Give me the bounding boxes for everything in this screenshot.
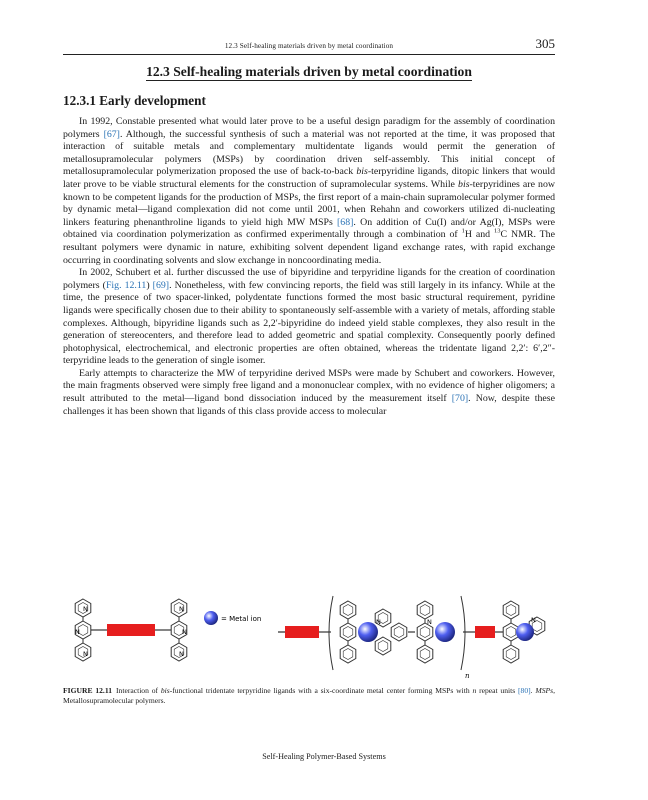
spacer-block	[107, 624, 155, 636]
citation-link[interactable]: [70]	[451, 393, 469, 405]
figure-label: FIGURE 12.11	[63, 686, 113, 695]
citation-link[interactable]: [69]	[152, 279, 170, 291]
italic-text: bis	[160, 686, 170, 695]
superscript: 13	[494, 228, 501, 236]
text-run: )	[146, 279, 153, 291]
nitrogen-label: N	[83, 605, 88, 613]
metal-ion-legend-icon	[204, 611, 218, 625]
text-run: H and	[464, 229, 495, 241]
nitrogen-label: N	[182, 628, 187, 636]
section-title	[63, 64, 555, 80]
text-run: In 2002, Schubert et al. further discussed the use of bipyridine and terpyridine ligands for the creation of coordination polymers (	[63, 267, 555, 291]
text-run: In 1992, Constable presented what would later prove to be a useful design paradigm for the assembly of coordination polymers	[63, 116, 555, 140]
metal-complex-3	[503, 601, 545, 663]
citation-link[interactable]: [80]	[518, 686, 531, 695]
body-text	[63, 116, 555, 418]
running-header	[63, 36, 555, 55]
paragraph-3	[63, 368, 555, 418]
figure-caption	[63, 686, 555, 707]
page-footer: Self-Healing Polymer-Based Systems	[262, 752, 386, 761]
italic-text: bis	[458, 178, 470, 190]
citation-link[interactable]: [67]	[103, 128, 120, 140]
nitrogen-label: N	[531, 616, 536, 624]
figure-link[interactable]: Fig. 12.11	[105, 279, 147, 291]
nitrogen-label: N	[179, 605, 184, 613]
text-run: . On addition of Cu(I) and/or Ag(I), MSPs were obtained via coordination polymerization as confirmed experimentally through a combination of	[63, 216, 556, 241]
terpyridine-ligand-right	[171, 599, 187, 661]
terpyridine-polymer-diagram	[63, 588, 555, 684]
metal-ion	[358, 622, 378, 642]
page-number: 305	[535, 36, 555, 51]
figure-12-11	[63, 588, 555, 684]
italic-text: bis	[356, 166, 368, 178]
terpyridine-ligand-left	[75, 599, 91, 661]
citation-link[interactable]: [68]	[337, 216, 354, 228]
repeat-bracket-right	[461, 596, 465, 670]
section-title-text: 12.3 Self-healing materials driven by metal coordination	[146, 64, 472, 79]
nitrogen-label: N	[427, 618, 432, 626]
nitrogen-label: N	[179, 650, 184, 658]
running-title: 12.3 Self-healing materials driven by metal coordination	[224, 42, 394, 50]
spacer-block	[285, 626, 319, 638]
repeat-bracket-left	[329, 596, 333, 670]
nitrogen-label: N	[376, 618, 381, 626]
text-run: . Nonetheless, with few convincing reports, the field was still largely in its infancy. While at the time, the presence of two spacer-linked, polydentate functions formed the most basic structural requirement, pyridine ligands were specifically chosen due to their ability to spontaneously self-assemble with a variety of metals, affording stable complexes. Although, bipyridine ligands such as 2,2′-bipyridine do indeed yield stable complexes, they also result in the generation of stereocenters, and therefore lead to added geometric and spatial complexity. Consequently poorly defined photophysical, electrochemical, and electronic properties are often obtained, whereas the tridentate ligand 2,2′: 6′,2″-terpyridine leads to the generation of single isomer.	[63, 279, 555, 367]
metal-ion-legend-label: = Metal ion	[221, 615, 262, 623]
text-run: -terpyridines are now known to be competent ligands for the production of MSPs, the first report of a main-chain supramolecular polymer formed by dynamic metal—ligand complexation did not come until 2001, when Rehahn and coworkers utilized di-nucleating linkers featuring phenanthroline ligands to yield high MW MSPs	[63, 178, 555, 228]
paragraph-1	[63, 116, 555, 267]
text-run: . Now, despite these challenges it has been shown that ligands of this class provide access to molecular	[63, 393, 555, 417]
italic-text: n	[472, 686, 477, 695]
text-run: -terpyridine ligands, ditopic linkers that would later prove to be viable structural elements for the construction of supramolecular systems. While	[63, 166, 555, 190]
nitrogen-label: N	[83, 650, 88, 658]
metal-complex-2	[417, 601, 455, 663]
text-run: repeat units	[476, 686, 518, 695]
text-run: Early attempts to characterize the MW of terpyridine derived MSPs were made by Schubert and coworkers. However, the main fragments observed were simply free ligand and a mononuclear complex, with no evidence of higher oligomers; a result attributed to the metal—ligand bond dissociation induced by the measurement itself	[63, 367, 555, 405]
text-run: -functional tridentate terpyridine ligands with a six-coordinate metal center forming MSPs with	[169, 686, 473, 695]
repeat-count-label: n	[465, 672, 470, 680]
text-run: .	[530, 686, 536, 695]
paragraph-2	[63, 267, 555, 368]
metal-ion	[435, 622, 455, 642]
superscript: 1	[461, 228, 465, 236]
nitrogen-label: N	[75, 628, 80, 636]
text-run: Interaction of	[116, 686, 161, 695]
metal-ion	[516, 623, 534, 641]
text-run: C NMR. The resultant polymers were dynamic in nature, exhibiting solvent dependent ligand exchange rates, with rapid exchange occurring in coordinating solvents and slow exchange in noncoordinating media.	[63, 229, 555, 266]
text-run: , Metallosupramolecular polymers.	[63, 686, 555, 706]
italic-text: MSPs	[535, 686, 554, 695]
spacer-block	[475, 626, 495, 638]
text-run: . Although, the successful synthesis of such a material was not reported at the time, it was proposed that interaction of suitable metals and complementary multidentate ligands would permit the generation of metallosupramolecular polymers (MSPs) by coordination driven self-assembly. This initial concept of metallosupramolecular polymerization proposed the use of back-to-back	[63, 128, 555, 178]
subsection-title: 12.3.1 Early development	[63, 93, 206, 108]
metal-complex-1	[340, 601, 407, 663]
